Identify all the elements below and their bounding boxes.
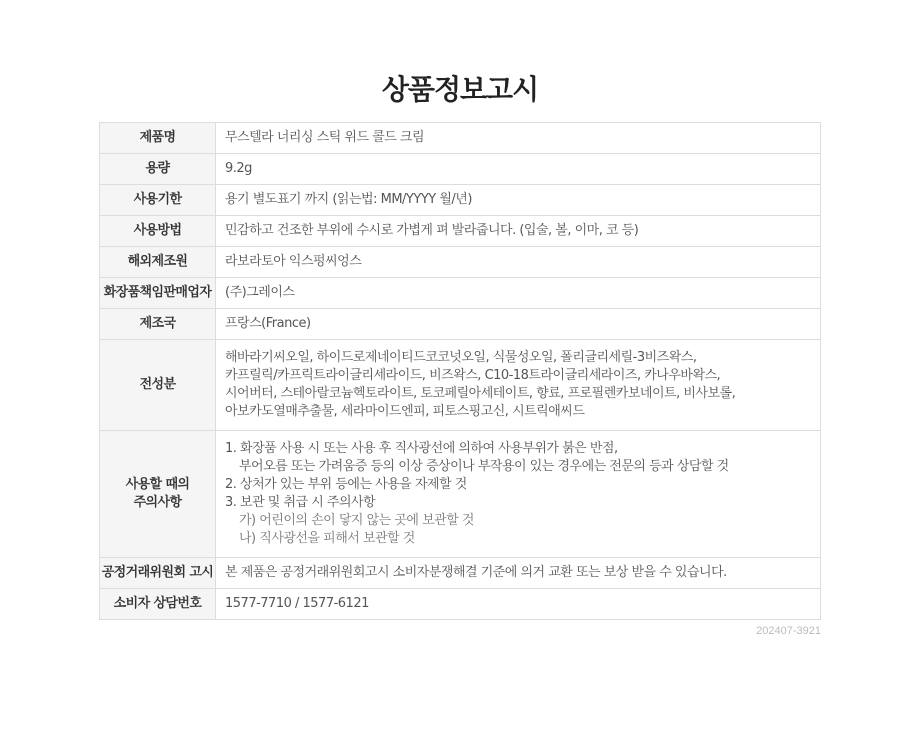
- row-label: [100, 431, 216, 558]
- table-row-volume: [100, 154, 821, 185]
- row-value: (주)그레이스: [216, 278, 821, 309]
- cautions-label-line: 사용할 때의: [125, 477, 190, 492]
- row-value: 민감하고 건조한 부위에 수시로 가볍게 펴 발라줍니다. (입술, 볼, 이마, 코 등): [216, 216, 821, 247]
- caution-subitem: 가) 어린이의 손이 닿지 않는 곳에 보관할 것: [239, 513, 474, 528]
- row-value: 1577-7710 / 1577-6121: [216, 589, 821, 620]
- row-label: 소비자 상담번호: [100, 589, 216, 620]
- table-row-expiry: [100, 185, 821, 216]
- row-label: 제조국: [100, 309, 216, 340]
- table-row-ftc-notice: [100, 558, 821, 589]
- cautions-label-line: 주의사항: [133, 495, 182, 510]
- table-row-contact: [100, 589, 821, 620]
- row-label: 사용기한: [100, 185, 216, 216]
- row-value: 본 제품은 공정거래위원회고시 소비자분쟁해결 기준에 의거 교환 또는 보상 받을 수 있습니다.: [216, 558, 821, 589]
- row-label: 용량: [100, 154, 216, 185]
- cautions-list: [216, 431, 821, 558]
- caution-subitem: 나) 직사광선을 피해서 보관할 것: [239, 531, 415, 546]
- row-label: 공정거래위원회 고시: [100, 558, 216, 589]
- caution-item: 2. 상처가 있는 부위 등에는 사용을 자제할 것: [225, 477, 467, 492]
- page-title: 상품정보고시: [381, 73, 539, 106]
- product-info-table: [99, 122, 821, 620]
- table-row-product-name: [100, 123, 821, 154]
- ingredients-line: 시어버터, 스테아랄코늄헥토라이트, 토코페릴아세테이트, 향료, 프로필렌카보네이트, 비사보롤,: [225, 386, 736, 401]
- table-row-usage: [100, 216, 821, 247]
- ingredients-line: 해바라기씨오일, 하이드로제네이티드코코넛오일, 식물성오일, 폴리글리세릴-3비즈왁스,: [225, 350, 697, 365]
- ingredients-line: 카프릴릭/카프릭트라이글리세라이드, 비즈왁스, C10-18트라이글리세라이즈, 카나우바왁스,: [225, 368, 721, 383]
- row-label: 전성분: [100, 340, 216, 431]
- table-row-country: [100, 309, 821, 340]
- row-label: 제품명: [100, 123, 216, 154]
- row-value: 라보라토아 익스펑씨엉스: [216, 247, 821, 278]
- ingredients-list: [216, 340, 821, 431]
- document-code: 202407-3921: [756, 625, 821, 637]
- row-label: 화장품책임판매업자: [100, 278, 216, 309]
- ingredients-line: 아보카도열매추출물, 세라마이드엔피, 피토스핑고신, 시트릭애씨드: [225, 404, 585, 419]
- row-value: 용기 별도표기 까지 (읽는법: MM/YYYY 월/년): [216, 185, 821, 216]
- caution-item: 3. 보관 및 취급 시 주의사항: [225, 495, 376, 510]
- row-value: 무스텔라 너리싱 스틱 위드 콜드 크림: [216, 123, 821, 154]
- row-label: 해외제조원: [100, 247, 216, 278]
- table-row-manufacturer: [100, 247, 821, 278]
- row-label: 사용방법: [100, 216, 216, 247]
- caution-item-continued: 부어오름 또는 가려움증 등의 이상 증상이나 부작용이 있는 경우에는 전문의 등과 상담할 것: [239, 459, 729, 474]
- caution-item: 1. 화장품 사용 시 또는 사용 후 직사광선에 의하여 사용부위가 붉은 반점,: [225, 441, 618, 456]
- table-row-seller: [100, 278, 821, 309]
- row-value: 프랑스(France): [216, 309, 821, 340]
- row-value: 9.2g: [216, 154, 821, 185]
- table-row-ingredients: [100, 340, 821, 431]
- table-row-cautions: [100, 431, 821, 558]
